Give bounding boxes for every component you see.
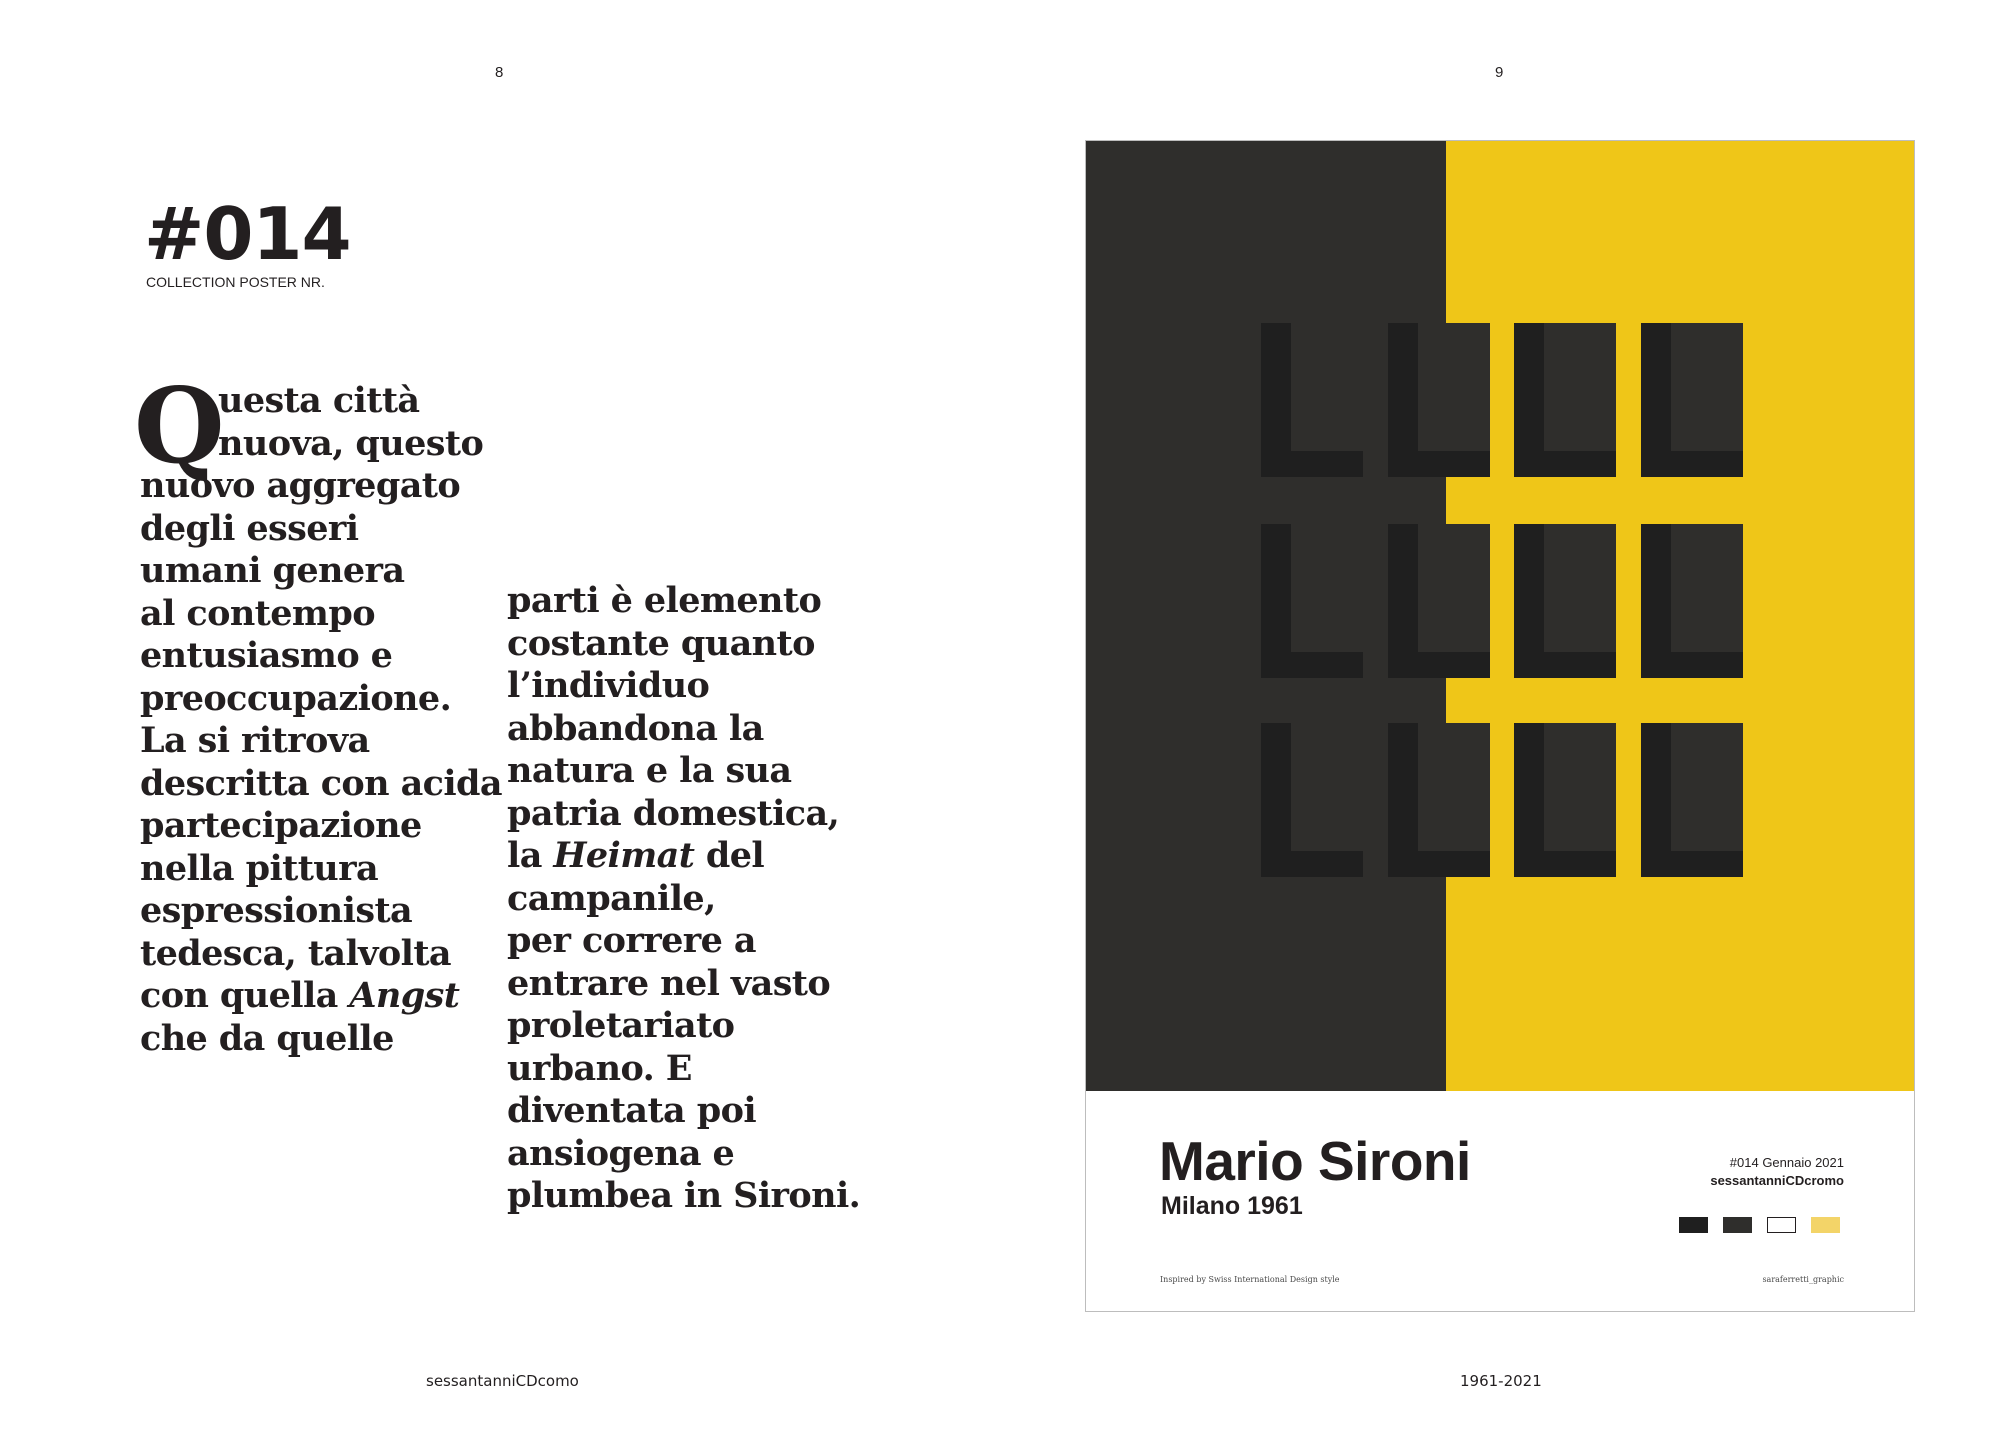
text-line: ansiogena e: [507, 1132, 735, 1174]
letter-l-bar: [1388, 851, 1490, 877]
text-line: partecipazione: [140, 805, 422, 846]
artist-name: Mario Sironi: [1159, 1130, 1471, 1192]
letter-l-bar: [1641, 851, 1743, 877]
letter-l-bar: [1388, 652, 1490, 678]
text-line: costante quanto: [507, 622, 815, 664]
color-swatch-dark-grey: [1723, 1217, 1752, 1233]
letter-l-block: [1261, 723, 1363, 877]
text-line: proletariato: [507, 1005, 735, 1046]
page-number-right: 9: [1495, 64, 1504, 81]
letter-l-block: [1641, 524, 1743, 678]
text-fragment: con quella: [140, 975, 350, 1016]
text-line: parti è elemento: [507, 580, 822, 621]
poster: [1085, 140, 1915, 1312]
letter-l-block: [1261, 323, 1363, 477]
text-line: tedesca, talvolta: [140, 932, 452, 974]
poster-number-heading: #014: [144, 192, 351, 276]
letter-l-block: [1641, 323, 1743, 477]
text-line: entrare nel vasto: [507, 962, 831, 1004]
letter-l-block: [1388, 323, 1490, 477]
text-line: campanile,: [507, 877, 716, 919]
letter-l-block: [1641, 723, 1743, 877]
footer-left: sessantanniCDcomo: [426, 1372, 579, 1390]
text-fragment: la: [507, 835, 554, 876]
letter-l-block: [1514, 524, 1616, 678]
text-line: patria domestica,: [507, 792, 840, 834]
text-column-right: [507, 580, 860, 1218]
text-italic-fragment: Angst: [349, 975, 460, 1016]
poster-number-caption: COLLECTION POSTER NR.: [146, 274, 325, 290]
color-swatch-black: [1679, 1217, 1708, 1233]
drop-cap: Q: [134, 364, 224, 487]
text-line: descritta con acida: [140, 762, 503, 804]
text-italic-fragment: Heimat: [553, 835, 695, 876]
text-line: degli esseri: [140, 507, 359, 549]
artist-subtitle: Milano 1961: [1161, 1192, 1303, 1220]
page-number-left: 8: [495, 64, 504, 81]
text-line: natura e la sua: [507, 750, 792, 791]
color-swatch-white: [1767, 1217, 1796, 1233]
color-swatch-yellow: [1811, 1217, 1840, 1233]
text-line: diventata poi: [507, 1090, 757, 1131]
letter-l-bar: [1261, 652, 1363, 678]
designer-credit: saraferretti_graphic: [1762, 1275, 1844, 1284]
letter-l-bar: [1388, 451, 1490, 477]
letter-l-block: [1388, 723, 1490, 877]
text-line: che da quelle: [140, 1017, 394, 1059]
text-line: [140, 975, 502, 1018]
text-fragment: del: [694, 835, 765, 876]
text-line: al contempo: [140, 592, 375, 634]
letter-l-bar: [1261, 451, 1363, 477]
footer-right: 1961-2021: [1460, 1372, 1542, 1390]
text-line: La si ritrova: [140, 720, 370, 761]
letter-l-block: [1388, 524, 1490, 678]
letter-l-bar: [1641, 451, 1743, 477]
text-line: espressionista: [140, 890, 413, 931]
letter-l-block: [1514, 723, 1616, 877]
text-line: [507, 835, 860, 878]
text-line: plumbea in Sironi.: [507, 1175, 861, 1216]
text-line: abbandona la: [507, 707, 764, 749]
letter-l-bar: [1514, 652, 1616, 678]
text-line: nuova, questo: [218, 422, 484, 464]
text-line: uesta città: [218, 380, 420, 421]
text-line: nella pittura: [140, 847, 379, 889]
text-line: nuovo aggregato: [140, 465, 461, 506]
text-line: entusiasmo e: [140, 635, 393, 676]
letter-l-block: [1261, 524, 1363, 678]
letter-l-bar: [1641, 652, 1743, 678]
text-line: umani genera: [140, 550, 405, 591]
poster-edition: #014 Gennaio 2021: [1729, 1155, 1844, 1170]
text-line: urbano. E: [507, 1047, 692, 1089]
letter-l-bar: [1514, 451, 1616, 477]
text-line: per correre a: [507, 920, 756, 961]
letter-l-block: [1514, 323, 1616, 477]
text-line: l’individuo: [507, 665, 710, 706]
letter-l-bar: [1514, 851, 1616, 877]
poster-artwork: [1086, 141, 1914, 1091]
text-column-left: [134, 364, 503, 1060]
poster-handle: sessantanniCDcromo: [1710, 1173, 1844, 1188]
text-line: preoccupazione.: [140, 677, 452, 719]
inspired-by-note: Inspired by Swiss International Design style: [1160, 1275, 1340, 1284]
letter-l-bar: [1261, 851, 1363, 877]
poster-caption-area: [1086, 1091, 1914, 1311]
